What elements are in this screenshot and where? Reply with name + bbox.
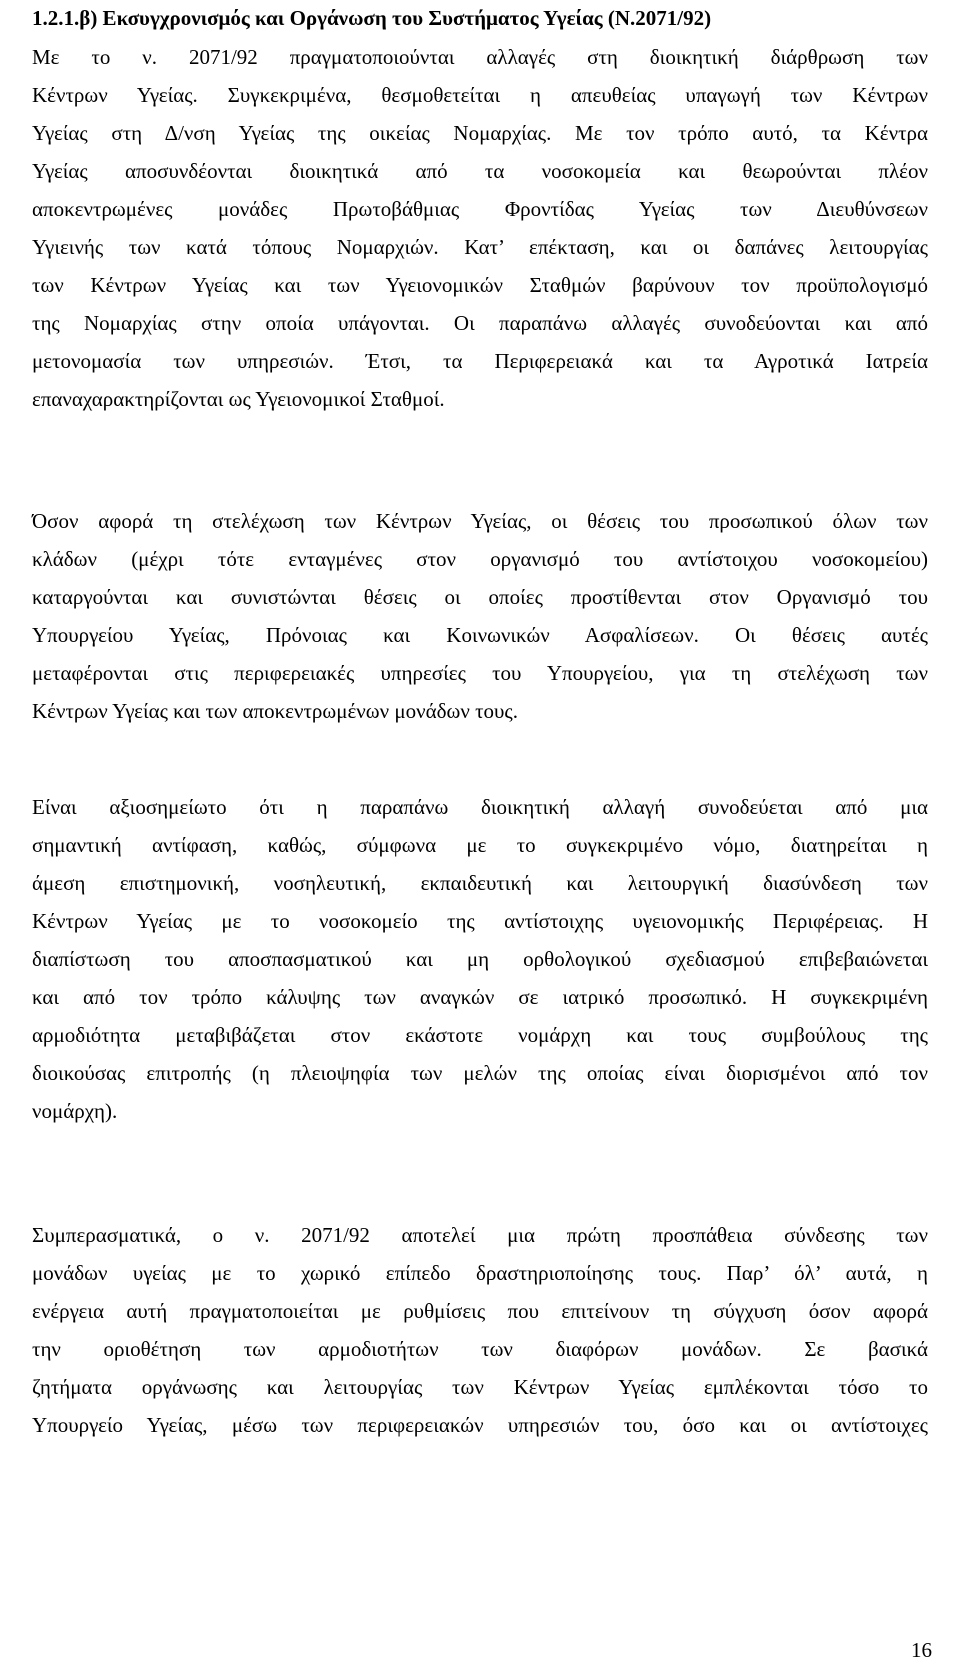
text-line: Συμπερασματικά, ο ν. 2071/92 αποτελεί μια πρώτη προσπάθεια σύνδεσης των bbox=[32, 1223, 928, 1247]
text-line: των Κέντρων Υγείας και των Υγειονομικών Σταθμών βαρύνουν τον προϋπολογισμό bbox=[32, 273, 928, 297]
text-line: της Νομαρχίας στην οποία υπάγονται. Οι παραπάνω αλλαγές συνοδεύονται και από bbox=[32, 311, 928, 335]
paragraph-4 bbox=[32, 1216, 928, 1444]
text-line: αρμοδιότητα μεταβιβάζεται στον εκάστοτε νομάρχη και τους συμβούλους της bbox=[32, 1023, 928, 1047]
text-line: άμεση επιστημονική, νοσηλευτική, εκπαιδευτική και λειτουργική διασύνδεση των bbox=[32, 871, 928, 895]
text-line: την οριοθέτηση των αρμοδιοτήτων των διαφόρων μονάδων. Σε βασικά bbox=[32, 1337, 928, 1361]
paragraph-1 bbox=[32, 38, 928, 418]
text-line: Υγείας αποσυνδέονται διοικητικά από τα νοσοκομεία και θεωρούνται πλέον bbox=[32, 159, 928, 183]
text-line: μετονομασία των υπηρεσιών. Έτσι, τα Περιφερειακά και τα Αγροτικά Ιατρεία bbox=[32, 349, 928, 373]
text-line: σημαντική αντίφαση, καθώς, σύμφωνα με το συγκεκριμένο νόμο, διατηρείται η bbox=[32, 833, 928, 857]
section-heading: 1.2.1.β) Εκσυγχρονισμός και Οργάνωση του Συστήματος Υγείας (Ν.2071/92) bbox=[32, 6, 712, 30]
text-line: Υγείας στη Δ/νση Υγείας της οικείας Νομαρχίας. Με τον τρόπο αυτό, τα Κέντρα bbox=[32, 121, 928, 145]
text-line: επαναχαρακτηρίζονται ως Υγειονομικοί Σταθμοί. bbox=[32, 387, 445, 411]
page-number: 16 bbox=[911, 1638, 932, 1662]
paragraph-3 bbox=[32, 788, 928, 1130]
text-line: και από τον τρόπο κάλυψης των αναγκών σε ιατρικό προσωπικό. Η συγκεκριμένη bbox=[32, 985, 928, 1009]
text-line: διαπίστωση του αποσπασματικού και μη ορθολογικού σχεδιασμού επιβεβαιώνεται bbox=[32, 947, 928, 971]
text-line: ζητήματα οργάνωσης και λειτουργίας των Κέντρων Υγείας εμπλέκονται τόσο το bbox=[32, 1375, 928, 1399]
text-line: Υγιεινής των κατά τόπους Νομαρχιών. Κατ’ επέκταση, και οι δαπάνες λειτουργίας bbox=[32, 235, 928, 259]
text-line: διοικούσας επιτροπής (η πλειοψηφία των μελών της οποίας είναι διορισμένοι από τον bbox=[32, 1061, 928, 1085]
text-line: Υπουργείου Υγείας, Πρόνοιας και Κοινωνικών Ασφαλίσεων. Οι θέσεις αυτές bbox=[32, 623, 928, 647]
text-line: Με το ν. 2071/92 πραγματοποιούνται αλλαγές στη διοικητική διάρθρωση των bbox=[32, 45, 928, 69]
text-line: Όσον αφορά τη στελέχωση των Κέντρων Υγείας, οι θέσεις του προσωπικού όλων των bbox=[32, 509, 928, 533]
text-line: μεταφέρονται στις περιφερειακές υπηρεσίες του Υπουργείου, για τη στελέχωση των bbox=[32, 661, 928, 685]
text-line: νομάρχη). bbox=[32, 1099, 118, 1123]
text-line: Είναι αξιοσημείωτο ότι η παραπάνω διοικητική αλλαγή συνοδεύεται από μια bbox=[32, 795, 928, 819]
text-line: μονάδων υγείας με το χωρικό επίπεδο δραστηριοποίησης τους. Παρ’ όλ’ αυτά, η bbox=[32, 1261, 928, 1285]
text-line: Κέντρων Υγείας με το νοσοκομείο της αντίστοιχης υγειονομικής Περιφέρειας. Η bbox=[32, 909, 928, 933]
text-line: Κέντρων Υγείας. Συγκεκριμένα, θεσμοθετείται η απευθείας υπαγωγή των Κέντρων bbox=[32, 83, 928, 107]
text-line: Κέντρων Υγείας και των αποκεντρωμένων μονάδων τους. bbox=[32, 699, 518, 723]
paragraph-2 bbox=[32, 502, 928, 730]
text-line: καταργούνται και συνιστώνται θέσεις οι οποίες προστίθενται στον Οργανισμό του bbox=[32, 585, 928, 609]
text-line: Υπουργείο Υγείας, μέσω των περιφερειακών υπηρεσιών του, όσο και οι αντίστοιχες bbox=[32, 1413, 928, 1437]
text-line: ενέργεια αυτή πραγματοποιείται με ρυθμίσεις που επιτείνουν τη σύγχυση όσον αφορά bbox=[32, 1299, 928, 1323]
text-line: αποκεντρωμένες μονάδες Πρωτοβάθμιας Φροντίδας Υγείας των Διευθύνσεων bbox=[32, 197, 928, 221]
text-line: κλάδων (μέχρι τότε ενταγμένες στον οργανισμό του αντίστοιχου νοσοκομείου) bbox=[32, 547, 928, 571]
